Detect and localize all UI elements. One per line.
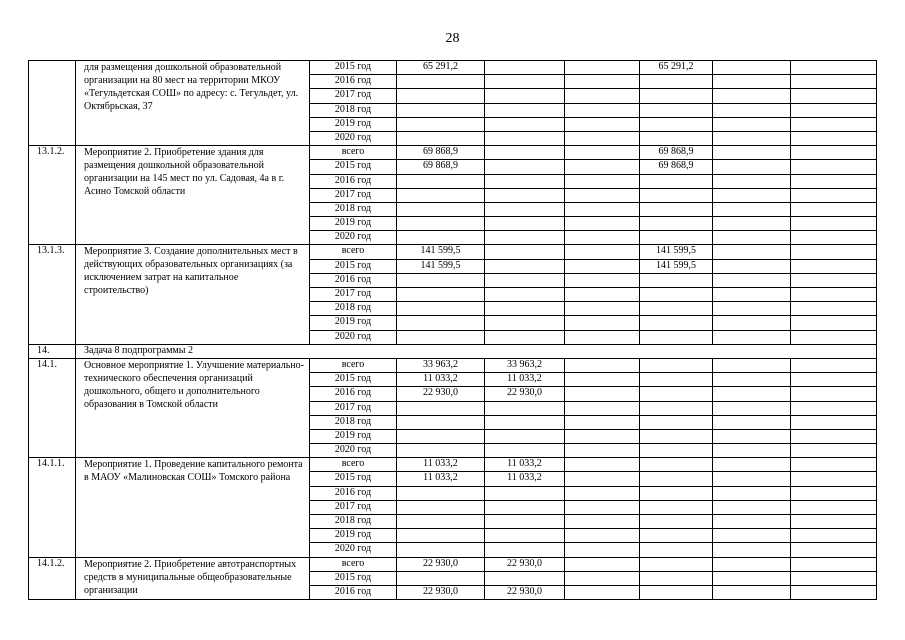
amount-cell xyxy=(791,245,877,259)
period-cell: всего xyxy=(310,358,397,372)
amount-cell xyxy=(713,330,791,344)
amount-cell xyxy=(791,571,877,585)
table-row xyxy=(29,557,877,571)
amount-cell xyxy=(640,202,713,216)
amount-cell: 11 033,2 xyxy=(397,458,485,472)
amount-cell xyxy=(485,231,565,245)
amount-cell xyxy=(713,585,791,599)
period-cell: 2017 год xyxy=(310,89,397,103)
amount-cell xyxy=(485,103,565,117)
amount-cell xyxy=(640,217,713,231)
amount-cell xyxy=(485,217,565,231)
amount-cell xyxy=(791,429,877,443)
amount-cell xyxy=(397,89,485,103)
amount-cell: 69 868,9 xyxy=(397,146,485,160)
amount-cell xyxy=(565,174,640,188)
amount-cell xyxy=(791,486,877,500)
amount-cell xyxy=(713,415,791,429)
amount-cell xyxy=(640,358,713,372)
amount-cell xyxy=(640,103,713,117)
amount-cell xyxy=(640,571,713,585)
amount-cell xyxy=(565,415,640,429)
amount-cell: 11 033,2 xyxy=(397,373,485,387)
table-row xyxy=(29,358,877,372)
amount-cell xyxy=(565,259,640,273)
period-cell: 2020 год xyxy=(310,330,397,344)
amount-cell: 141 599,5 xyxy=(397,245,485,259)
amount-cell: 141 599,5 xyxy=(640,259,713,273)
amount-cell xyxy=(485,302,565,316)
amount-cell xyxy=(397,117,485,131)
amount-cell xyxy=(565,358,640,372)
amount-cell: 22 930,0 xyxy=(397,557,485,571)
amount-cell xyxy=(485,330,565,344)
amount-cell xyxy=(640,302,713,316)
amount-cell xyxy=(791,358,877,372)
row-number: 14.1.2. xyxy=(29,557,76,600)
amount-cell xyxy=(791,61,877,75)
amount-cell xyxy=(485,529,565,543)
amount-cell xyxy=(485,117,565,131)
period-cell: 2016 год xyxy=(310,387,397,401)
amount-cell xyxy=(791,288,877,302)
amount-cell xyxy=(565,529,640,543)
amount-cell xyxy=(713,231,791,245)
amount-cell: 11 033,2 xyxy=(485,458,565,472)
amount-cell xyxy=(565,472,640,486)
amount-cell xyxy=(485,75,565,89)
amount-cell xyxy=(791,373,877,387)
amount-cell xyxy=(640,131,713,145)
amount-cell xyxy=(565,429,640,443)
amount-cell xyxy=(713,160,791,174)
amount-cell xyxy=(485,571,565,585)
amount-cell xyxy=(713,543,791,557)
period-cell: 2016 год xyxy=(310,486,397,500)
activity-description: Мероприятие 3. Создание дополнительных мест в действующих образовательных организациях (за исключением затрат на капитальное строительство) xyxy=(76,245,310,344)
amount-cell xyxy=(640,486,713,500)
period-cell: 2018 год xyxy=(310,415,397,429)
amount-cell xyxy=(565,288,640,302)
period-cell: 2020 год xyxy=(310,543,397,557)
amount-cell xyxy=(397,571,485,585)
period-cell: всего xyxy=(310,557,397,571)
amount-cell xyxy=(713,458,791,472)
amount-cell xyxy=(791,103,877,117)
amount-cell xyxy=(791,259,877,273)
activity-description: Мероприятие 2. Приобретение здания для размещения дошкольной образовательной организации на 145 мест по ул. Садовая, 4а в г. Асино Томской области xyxy=(76,146,310,245)
amount-cell xyxy=(485,444,565,458)
amount-cell: 11 033,2 xyxy=(397,472,485,486)
amount-cell xyxy=(565,500,640,514)
period-cell: 2019 год xyxy=(310,117,397,131)
amount-cell xyxy=(713,174,791,188)
amount-cell xyxy=(485,273,565,287)
amount-cell xyxy=(640,458,713,472)
period-cell: 2020 год xyxy=(310,131,397,145)
amount-cell xyxy=(713,61,791,75)
amount-cell: 69 868,9 xyxy=(640,160,713,174)
amount-cell xyxy=(565,75,640,89)
amount-cell xyxy=(565,585,640,599)
amount-cell xyxy=(791,316,877,330)
row-number xyxy=(29,61,76,146)
amount-cell xyxy=(713,146,791,160)
amount-cell xyxy=(485,188,565,202)
amount-cell xyxy=(565,146,640,160)
amount-cell xyxy=(485,131,565,145)
amount-cell xyxy=(640,316,713,330)
amount-cell xyxy=(397,231,485,245)
period-cell: 2018 год xyxy=(310,302,397,316)
amount-cell xyxy=(565,245,640,259)
task-title: Задача 8 подпрограммы 2 xyxy=(76,344,877,358)
amount-cell xyxy=(791,117,877,131)
period-cell: 2016 год xyxy=(310,75,397,89)
period-cell: 2020 год xyxy=(310,444,397,458)
amount-cell xyxy=(397,444,485,458)
activity-description: для размещения дошкольной образовательной организации на 80 мест на территории МКОУ «Тегульдетская СОШ» по адресу: с. Тегульдет, ул. Октябрьская, 37 xyxy=(76,61,310,146)
table-row xyxy=(29,146,877,160)
amount-cell xyxy=(485,259,565,273)
period-cell: 2015 год xyxy=(310,61,397,75)
amount-cell xyxy=(397,429,485,443)
amount-cell: 22 930,0 xyxy=(397,387,485,401)
amount-cell xyxy=(791,585,877,599)
period-cell: 2017 год xyxy=(310,500,397,514)
amount-cell xyxy=(791,202,877,216)
amount-cell xyxy=(713,188,791,202)
amount-cell xyxy=(640,373,713,387)
amount-cell xyxy=(565,117,640,131)
amount-cell xyxy=(565,486,640,500)
amount-cell xyxy=(485,146,565,160)
amount-cell xyxy=(713,302,791,316)
amount-cell: 65 291,2 xyxy=(640,61,713,75)
amount-cell xyxy=(640,401,713,415)
amount-cell xyxy=(640,330,713,344)
amount-cell xyxy=(397,103,485,117)
amount-cell: 22 930,0 xyxy=(485,557,565,571)
amount-cell xyxy=(640,75,713,89)
amount-cell xyxy=(485,543,565,557)
amount-cell xyxy=(713,373,791,387)
row-number: 14. xyxy=(29,344,76,358)
amount-cell xyxy=(485,316,565,330)
amount-cell xyxy=(713,486,791,500)
amount-cell xyxy=(791,401,877,415)
amount-cell xyxy=(397,131,485,145)
amount-cell xyxy=(565,89,640,103)
amount-cell xyxy=(485,401,565,415)
amount-cell xyxy=(397,500,485,514)
amount-cell xyxy=(397,174,485,188)
amount-cell xyxy=(791,231,877,245)
amount-cell xyxy=(485,415,565,429)
table-row xyxy=(29,245,877,259)
amount-cell xyxy=(791,174,877,188)
amount-cell xyxy=(713,387,791,401)
amount-cell xyxy=(713,202,791,216)
amount-cell xyxy=(791,472,877,486)
amount-cell xyxy=(485,486,565,500)
amount-cell xyxy=(713,429,791,443)
amount-cell xyxy=(485,61,565,75)
amount-cell xyxy=(713,288,791,302)
amount-cell xyxy=(791,302,877,316)
amount-cell xyxy=(791,273,877,287)
amount-cell xyxy=(397,75,485,89)
period-cell: 2017 год xyxy=(310,188,397,202)
amount-cell xyxy=(565,543,640,557)
amount-cell xyxy=(791,217,877,231)
amount-cell xyxy=(565,444,640,458)
period-cell: 2015 год xyxy=(310,472,397,486)
amount-cell xyxy=(640,387,713,401)
amount-cell xyxy=(791,458,877,472)
amount-cell: 141 599,5 xyxy=(397,259,485,273)
amount-cell xyxy=(713,89,791,103)
period-cell: 2018 год xyxy=(310,202,397,216)
amount-cell xyxy=(640,500,713,514)
amount-cell xyxy=(397,543,485,557)
amount-cell xyxy=(713,117,791,131)
amount-cell xyxy=(485,500,565,514)
amount-cell xyxy=(640,89,713,103)
amount-cell xyxy=(565,160,640,174)
amount-cell xyxy=(713,131,791,145)
amount-cell xyxy=(713,259,791,273)
amount-cell xyxy=(397,515,485,529)
period-cell: 2018 год xyxy=(310,515,397,529)
row-number: 14.1.1. xyxy=(29,458,76,557)
period-cell: 2017 год xyxy=(310,401,397,415)
amount-cell xyxy=(640,231,713,245)
amount-cell xyxy=(640,415,713,429)
amount-cell: 65 291,2 xyxy=(397,61,485,75)
amount-cell xyxy=(640,174,713,188)
amount-cell xyxy=(791,557,877,571)
period-cell: 2015 год xyxy=(310,160,397,174)
activity-description: Основное мероприятие 1. Улучшение материально-технического обеспечения организаций дошкольного, общего и дополнительного образования в Томской области xyxy=(76,358,310,457)
amount-cell: 141 599,5 xyxy=(640,245,713,259)
amount-cell: 11 033,2 xyxy=(485,472,565,486)
amount-cell xyxy=(791,387,877,401)
amount-cell xyxy=(791,500,877,514)
amount-cell xyxy=(713,515,791,529)
amount-cell xyxy=(791,75,877,89)
amount-cell xyxy=(640,585,713,599)
table-row xyxy=(29,458,877,472)
amount-cell: 69 868,9 xyxy=(397,160,485,174)
amount-cell xyxy=(565,458,640,472)
amount-cell xyxy=(713,500,791,514)
period-cell: 2015 год xyxy=(310,259,397,273)
amount-cell xyxy=(397,202,485,216)
amount-cell: 11 033,2 xyxy=(485,373,565,387)
amount-cell xyxy=(565,103,640,117)
amount-cell xyxy=(397,273,485,287)
amount-cell xyxy=(791,529,877,543)
amount-cell xyxy=(397,486,485,500)
row-number: 13.1.2. xyxy=(29,146,76,245)
amount-cell xyxy=(713,103,791,117)
amount-cell xyxy=(791,515,877,529)
amount-cell xyxy=(565,302,640,316)
amount-cell xyxy=(640,515,713,529)
amount-cell xyxy=(565,202,640,216)
period-cell: всего xyxy=(310,458,397,472)
amount-cell xyxy=(565,387,640,401)
activity-description: Мероприятие 1. Проведение капитального ремонта в МАОУ «Малиновская СОШ» Томского района xyxy=(76,458,310,557)
amount-cell xyxy=(791,543,877,557)
amount-cell xyxy=(397,302,485,316)
amount-cell xyxy=(713,401,791,415)
amount-cell: 22 930,0 xyxy=(485,387,565,401)
period-cell: 2019 год xyxy=(310,316,397,330)
period-cell: 2016 год xyxy=(310,273,397,287)
period-cell: 2019 год xyxy=(310,217,397,231)
amount-cell xyxy=(791,188,877,202)
amount-cell xyxy=(713,444,791,458)
amount-cell xyxy=(713,472,791,486)
amount-cell xyxy=(713,529,791,543)
amount-cell xyxy=(640,444,713,458)
amount-cell xyxy=(713,557,791,571)
amount-cell xyxy=(397,188,485,202)
amount-cell xyxy=(565,131,640,145)
amount-cell xyxy=(791,89,877,103)
period-cell: 2016 год xyxy=(310,585,397,599)
amount-cell xyxy=(713,273,791,287)
amount-cell xyxy=(485,202,565,216)
row-number: 13.1.3. xyxy=(29,245,76,344)
amount-cell xyxy=(485,288,565,302)
amount-cell xyxy=(713,217,791,231)
amount-cell xyxy=(791,415,877,429)
amount-cell xyxy=(640,557,713,571)
amount-cell xyxy=(485,89,565,103)
amount-cell xyxy=(640,529,713,543)
period-cell: 2015 год xyxy=(310,571,397,585)
amount-cell xyxy=(565,217,640,231)
amount-cell: 33 963,2 xyxy=(397,358,485,372)
amount-cell xyxy=(640,117,713,131)
amount-cell: 22 930,0 xyxy=(397,585,485,599)
amount-cell xyxy=(485,429,565,443)
amount-cell xyxy=(713,571,791,585)
amount-cell xyxy=(565,571,640,585)
amount-cell xyxy=(640,429,713,443)
amount-cell xyxy=(397,217,485,231)
period-cell: всего xyxy=(310,146,397,160)
amount-cell xyxy=(565,273,640,287)
amount-cell xyxy=(565,330,640,344)
row-number: 14.1. xyxy=(29,358,76,457)
amount-cell xyxy=(565,401,640,415)
period-cell: 2019 год xyxy=(310,429,397,443)
amount-cell xyxy=(565,61,640,75)
amount-cell xyxy=(565,557,640,571)
period-cell: 2019 год xyxy=(310,529,397,543)
amount-cell xyxy=(565,231,640,245)
period-cell: 2020 год xyxy=(310,231,397,245)
amount-cell: 69 868,9 xyxy=(640,146,713,160)
period-cell: 2016 год xyxy=(310,174,397,188)
amount-cell xyxy=(565,316,640,330)
amount-cell xyxy=(640,472,713,486)
amount-cell xyxy=(640,288,713,302)
amount-cell xyxy=(397,330,485,344)
amount-cell xyxy=(640,273,713,287)
period-cell: 2018 год xyxy=(310,103,397,117)
amount-cell xyxy=(485,160,565,174)
amount-cell: 22 930,0 xyxy=(485,585,565,599)
budget-table xyxy=(28,60,877,600)
amount-cell xyxy=(397,401,485,415)
amount-cell xyxy=(713,245,791,259)
amount-cell xyxy=(713,316,791,330)
period-cell: 2015 год xyxy=(310,373,397,387)
amount-cell: 33 963,2 xyxy=(485,358,565,372)
amount-cell xyxy=(565,515,640,529)
amount-cell xyxy=(713,358,791,372)
table-row xyxy=(29,61,877,75)
amount-cell xyxy=(791,444,877,458)
amount-cell xyxy=(791,131,877,145)
period-cell: 2017 год xyxy=(310,288,397,302)
amount-cell xyxy=(791,330,877,344)
amount-cell xyxy=(640,188,713,202)
amount-cell xyxy=(791,160,877,174)
period-cell: всего xyxy=(310,245,397,259)
amount-cell xyxy=(485,174,565,188)
amount-cell xyxy=(397,288,485,302)
amount-cell xyxy=(640,543,713,557)
task-row xyxy=(29,344,877,358)
amount-cell xyxy=(485,515,565,529)
amount-cell xyxy=(397,415,485,429)
activity-description: Мероприятие 2. Приобретение автотранспортных средств в муниципальные общеобразовательные организации xyxy=(76,557,310,600)
amount-cell xyxy=(397,529,485,543)
amount-cell xyxy=(565,188,640,202)
amount-cell xyxy=(485,245,565,259)
page-number: 28 xyxy=(445,31,460,46)
amount-cell xyxy=(397,316,485,330)
amount-cell xyxy=(791,146,877,160)
amount-cell xyxy=(713,75,791,89)
amount-cell xyxy=(565,373,640,387)
